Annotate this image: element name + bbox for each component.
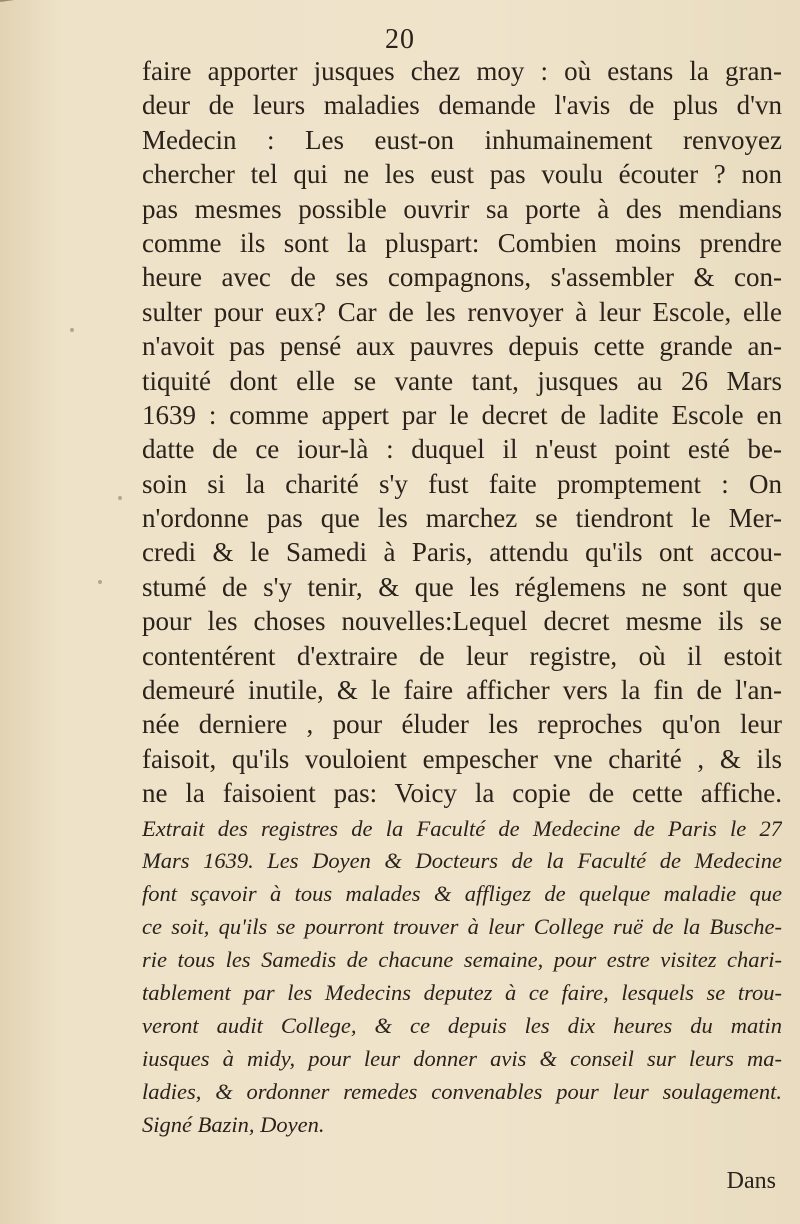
- extract-line: ce soit, qu'ils se pourront trouver à leur College ruë de la Busche-: [142, 914, 782, 940]
- text-line: sulter pour eux? Car de les renvoyer à leur Escole, elle: [142, 296, 782, 327]
- text-line: chercher tel qui ne les eust pas voulu écouter ? non: [142, 159, 782, 190]
- text-line: comme ils sont la pluspart: Combien moins prendre: [142, 227, 782, 258]
- decree-extract: [142, 813, 782, 1142]
- corner-mark: [0, 0, 32, 14]
- text-line: faisoit, qu'ils vouloient empescher vne charité , & ils: [142, 743, 782, 774]
- extract-line: Mars 1639. Les Doyen & Docteurs de la Faculté de Medecine: [142, 848, 782, 874]
- extract-line: Extrait des registres de la Faculté de Medecine de Paris le 27: [142, 815, 782, 841]
- extract-line: tablement par les Medecins deputez à ce faire, lesquels se trou-: [142, 980, 782, 1006]
- text-line: datte de ce iour-là : duquel il n'eust point esté be-: [142, 434, 782, 465]
- text-line: contentérent d'extraire de leur registre, où il estoit: [142, 640, 782, 671]
- text-line: tiquité dont elle se vante tant, jusques au 26 Mars: [142, 365, 782, 396]
- extract-line: Signé Bazin, Doyen.: [142, 1111, 325, 1137]
- text-line: faire apporter jusques chez moy : où estans la gran-: [142, 56, 782, 86]
- extract-line: iusques à midy, pour leur donner avis & conseil sur leurs ma-: [142, 1045, 782, 1071]
- extract-line: font sçavoir à tous malades & affligez de quelque maladie que: [142, 881, 782, 907]
- margin-spot: [70, 328, 74, 332]
- extract-line: veront audit College, & ce depuis les dix heures du matin: [142, 1012, 782, 1038]
- text-line: n'ordonne pas que les marchez se tiendront le Mer-: [142, 503, 782, 534]
- text-line: soin si la charité s'y fust faite promptement : On: [142, 468, 782, 499]
- text-line: pas mesmes possible ouvrir sa porte à des mendians: [142, 193, 782, 224]
- extract-line: ladies, & ordonner remedes convenables pour leur soulagement.: [142, 1078, 782, 1104]
- page-number: 20: [385, 24, 415, 55]
- text-line: pour les choses nouvelles:Lequel decret mesme ils se: [142, 606, 782, 637]
- text-line: ne la faisoient pas: Voicy la copie de cette affiche.: [142, 778, 782, 809]
- text-line: née derniere , pour éluder les reproches qu'on leur: [142, 709, 782, 740]
- text-line: heure avec de ses compagnons, s'assembler & con-: [142, 262, 782, 293]
- margin-spot: [98, 580, 102, 584]
- catchword: Dans: [726, 1168, 776, 1194]
- text-line: demeuré inutile, & le faire afficher vers la fin de l'an-: [142, 675, 782, 706]
- text-line: deur de leurs maladies demande l'avis de plus d'vn: [142, 90, 782, 121]
- body-text: [142, 54, 782, 811]
- text-line: n'avoit pas pensé aux pauvres depuis cette grande an-: [142, 331, 782, 362]
- extract-line: rie tous les Samedis de chacune semaine, pour estre visitez chari-: [142, 947, 782, 973]
- text-line: 1639 : comme appert par le decret de ladite Escole en: [142, 399, 782, 430]
- margin-spot: [118, 496, 122, 500]
- text-block: [142, 54, 782, 1142]
- text-line: credi & le Samedi à Paris, attendu qu'ils ont accou-: [142, 537, 782, 568]
- text-line: stumé de s'y tenir, & que les réglemens ne sont que: [142, 571, 782, 602]
- text-line: Medecin : Les eust-on inhumainement renvoyez: [142, 124, 782, 155]
